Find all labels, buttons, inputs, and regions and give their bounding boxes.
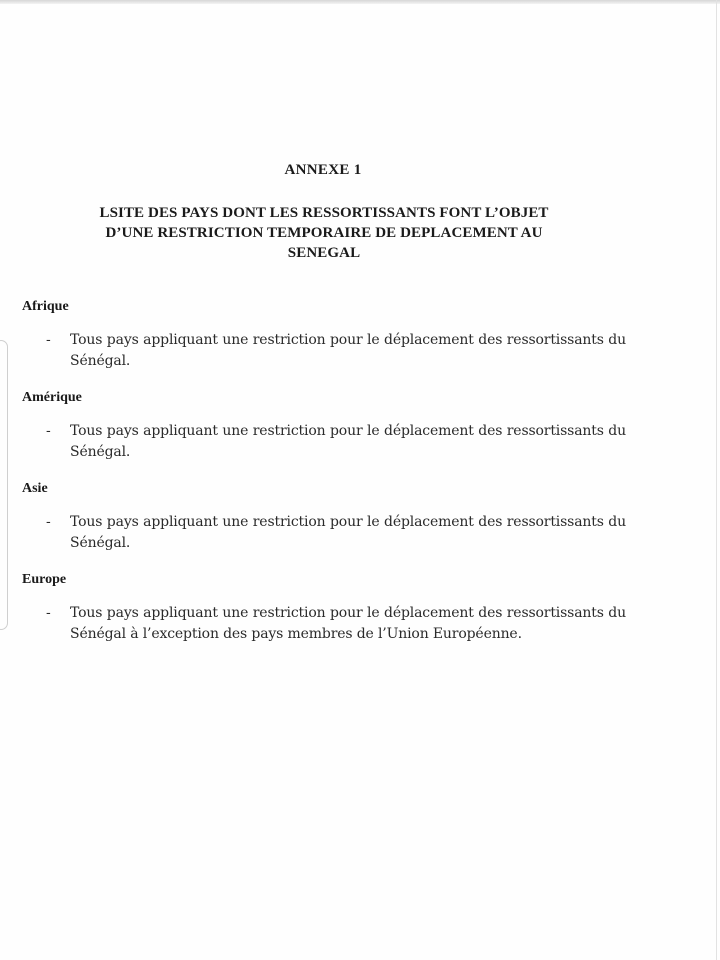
annex-label: ANNEXE 1: [284, 162, 362, 178]
left-margin-bracket: [0, 340, 8, 630]
list-item: [22, 512, 626, 554]
list-item-text: Tous pays appliquant une restriction pour le déplacement des ressortissants du Sénégal.: [70, 332, 626, 369]
region-heading: Amérique: [22, 390, 82, 405]
title-line-2: D’UNE RESTRICTION TEMPORAIRE DE DEPLACEMENT AU: [105, 225, 543, 241]
title-line-3: SENEGAL: [287, 245, 361, 261]
list-item-text: Tous pays appliquant une restriction pour le déplacement des ressortissants du Sénégal.: [70, 423, 626, 460]
dash-bullet-icon: -: [46, 605, 51, 621]
dash-bullet-icon: -: [46, 423, 51, 439]
list-item: [22, 330, 626, 372]
section-europe: [22, 571, 626, 645]
section-asie: [22, 480, 626, 554]
page-right-edge: [716, 0, 717, 960]
list-item: [22, 421, 626, 463]
title-line-1: LSITE DES PAYS DONT LES RESSORTISSANTS FONT L’OBJET: [99, 205, 549, 221]
section-afrique: [22, 298, 626, 372]
dash-bullet-icon: -: [46, 332, 51, 348]
list-item-text: Tous pays appliquant une restriction pour le déplacement des ressortissants du Sénégal.: [70, 514, 626, 551]
section-amerique: [22, 389, 626, 463]
page-top-edge: [0, 0, 720, 4]
region-heading: Afrique: [22, 299, 69, 314]
region-heading: Asie: [22, 481, 48, 496]
document-title: [24, 203, 624, 263]
list-item: [22, 603, 626, 645]
dash-bullet-icon: -: [46, 514, 51, 530]
list-item-text: Tous pays appliquant une restriction pour le déplacement des ressortissants du Sénégal à l’exception des pays membres de l’Union Européenne.: [70, 605, 626, 642]
region-heading: Europe: [22, 572, 67, 587]
